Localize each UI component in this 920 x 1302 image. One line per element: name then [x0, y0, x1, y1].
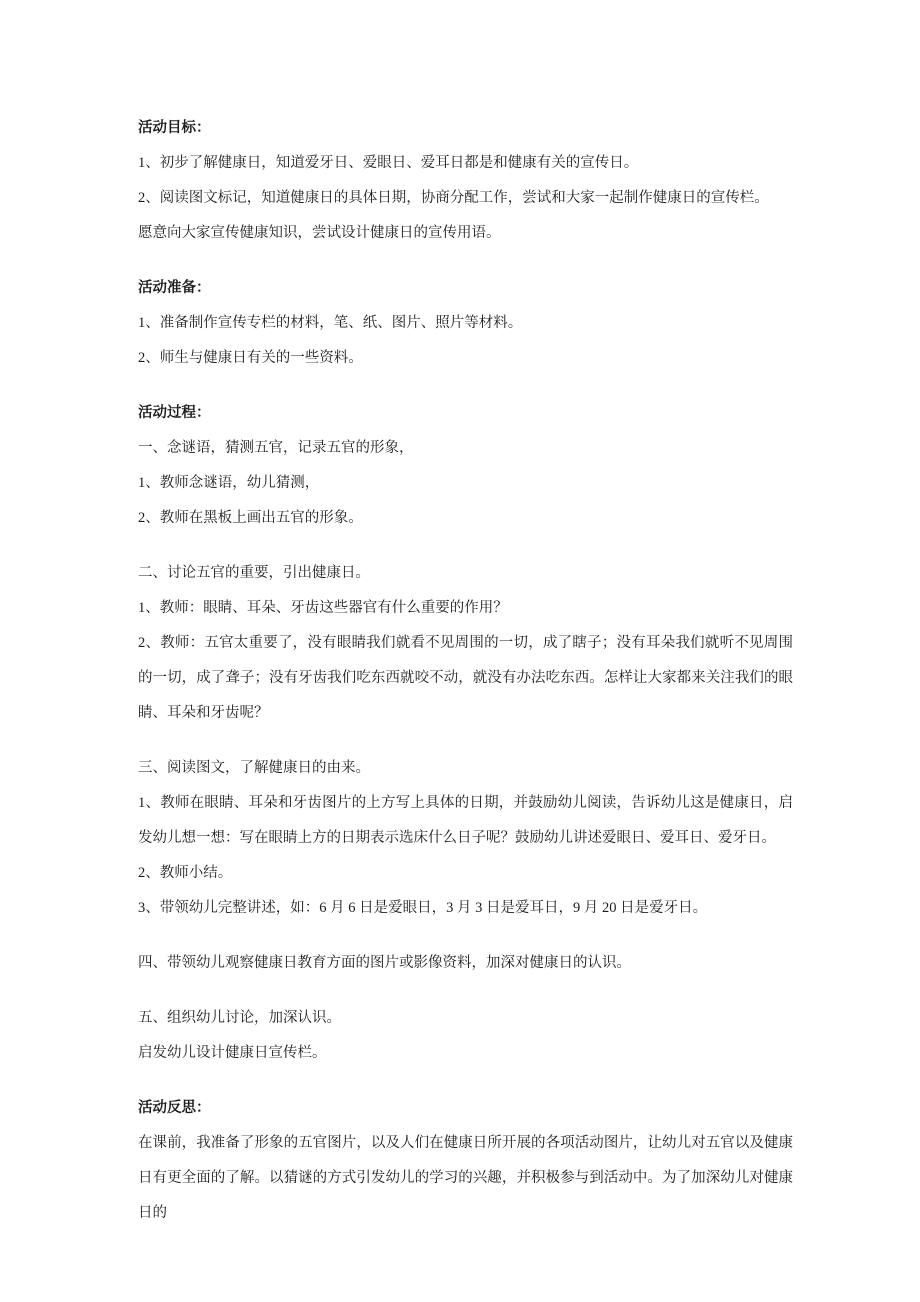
- paragraph: 2、教师小结。: [138, 865, 233, 881]
- section-heading: 活动反思：: [138, 1100, 211, 1116]
- paragraph: 一、念谜语，猜测五官，记录五官的形象，: [138, 440, 414, 456]
- document-content: [138, 111, 793, 1231]
- paragraph: 启发幼儿设计健康日宣传栏。: [138, 1045, 327, 1061]
- paragraph: 1、教师念谜语，幼儿猜测，: [138, 475, 320, 491]
- paragraph: 在课前，我准备了形象的五官图片，以及人们在健康日所开展的各项活动图片，让幼儿对五官以及健康日有更全面的了解。以猜谜的方式引发幼儿的学习的兴趣，并积极参与到活动中。为了加深幼儿对健康日的: [138, 1135, 793, 1221]
- paragraph: 五、组织幼儿讨论，加深认识。: [138, 1010, 341, 1026]
- section-heading: 活动过程：: [138, 405, 211, 421]
- paragraph: 三、阅读图文，了解健康日的由来。: [138, 760, 370, 776]
- section-heading: 活动准备：: [138, 280, 211, 296]
- paragraph: 四、带领幼儿观察健康日教育方面的图片或影像资料，加深对健康日的认识。: [138, 955, 631, 971]
- paragraph: 1、初步了解健康日，知道爱牙日、爱眼日、爱耳日都是和健康有关的宣传日。: [138, 155, 639, 171]
- paragraph: 2、教师：五官太重要了，没有眼睛我们就看不见周围的一切，成了瞎子；没有耳朵我们就听不见周围的一切，成了聋子；没有牙齿我们吃东西就咬不动，就没有办法吃东西。怎样让大家都来关注我们的眼睛、耳朵和牙齿呢？: [138, 635, 793, 721]
- paragraph: 2、师生与健康日有关的一些资料。: [138, 350, 363, 366]
- paragraph: 2、教师在黑板上画出五官的形象。: [138, 510, 363, 526]
- paragraph: 二、讨论五官的重要，引出健康日。: [138, 565, 370, 581]
- paragraph: 1、教师：眼睛、耳朵、牙齿这些器官有什么重要的作用？: [138, 600, 508, 616]
- paragraph: 1、准备制作宣传专栏的材料，笔、纸、图片、照片等材料。: [138, 315, 523, 331]
- paragraph: 3、带领幼儿完整讲述，如：6 月 6 日是爱眼日，3 月 3 日是爱耳日，9 月 20 日是爱牙日。: [138, 900, 708, 916]
- paragraph: 愿意向大家宣传健康知识，尝试设计健康日的宣传用语。: [138, 225, 501, 241]
- section-heading: 活动目标：: [138, 120, 211, 136]
- paragraph: 2、阅读图文标记，知道健康日的具体日期，协商分配工作，尝试和大家一起制作健康日的宣传栏。: [138, 190, 769, 206]
- paragraph: 1、教师在眼睛、耳朵和牙齿图片的上方写上具体的日期，并鼓励幼儿阅读，告诉幼儿这是健康日，启发幼儿想一想：写在眼睛上方的日期表示选床什么日子呢？鼓励幼儿讲述爱眼日、爱耳日、爱牙日。: [138, 795, 793, 846]
